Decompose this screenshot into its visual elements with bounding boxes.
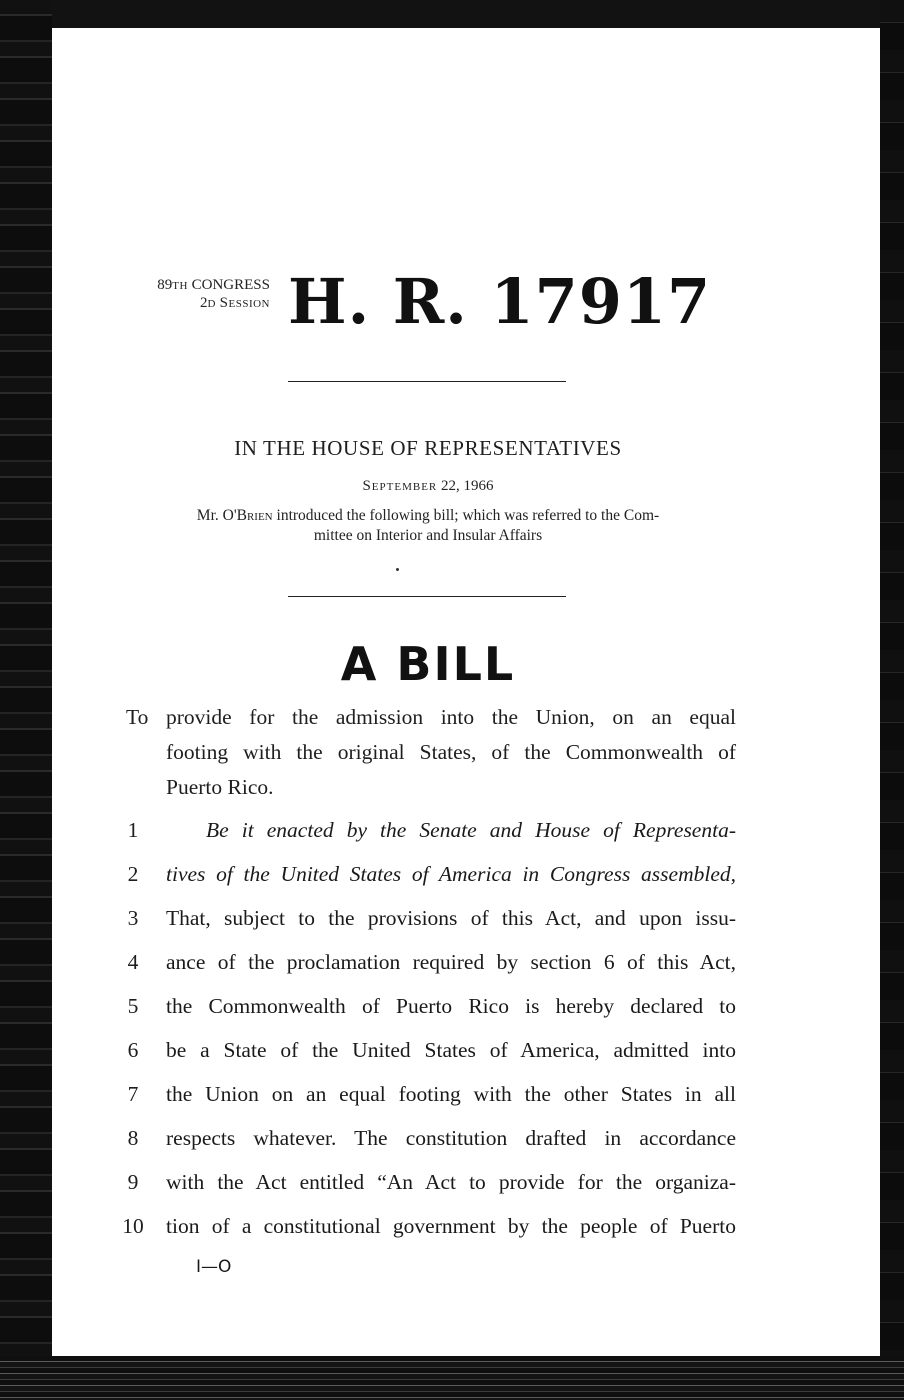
session-number: 2 — [199, 295, 208, 311]
line-number: 8 — [127, 1126, 139, 1150]
bill-line — [118, 1165, 738, 1209]
purpose-text: provide for the admission into the Union, on an equal — [166, 705, 736, 729]
session-word: Session — [219, 295, 270, 311]
line-text: the Union on an equal footing with the other States in all — [166, 1082, 736, 1106]
session-line — [120, 294, 270, 312]
line-number: 5 — [127, 994, 139, 1018]
line-number: 7 — [127, 1082, 139, 1106]
bill-line — [118, 1209, 738, 1253]
line-text: with the Act entitled “An Act to provide for the organiza- — [166, 1170, 736, 1194]
introduction-date — [120, 478, 736, 495]
line-text: That, subject to the provisions of this Act, and upon issu- — [166, 906, 736, 930]
bill-line — [118, 813, 738, 857]
introduction-line-2: mittee on Interior and Insular Affairs — [313, 527, 543, 544]
line-number: 2 — [127, 862, 139, 886]
line-text: respects whatever. The constitution drafted in accordance — [166, 1126, 736, 1150]
bill-title: A BILL — [340, 637, 516, 691]
scan-border-top — [0, 0, 904, 28]
line-number: 9 — [127, 1170, 139, 1194]
scan-border-left — [0, 0, 52, 1400]
congress-line — [120, 276, 270, 294]
session-suffix: d — [207, 295, 216, 311]
bill-text — [118, 813, 738, 1253]
purpose-line — [126, 700, 736, 735]
date-month: September — [362, 478, 438, 494]
bill-line — [118, 989, 738, 1033]
line-number: 1 — [127, 818, 139, 842]
scan-border-bottom — [0, 1356, 904, 1400]
line-text: the Commonwealth of Puerto Rico is hereby declared to — [166, 994, 736, 1018]
bill-number: H. R. 17917 — [288, 265, 712, 338]
purpose-line: Puerto Rico. — [166, 775, 274, 799]
bill-line — [118, 1033, 738, 1077]
divider-rule — [288, 596, 566, 597]
line-number: 10 — [122, 1214, 144, 1238]
sponsor-name: O'Brien — [222, 507, 273, 524]
congress-number: 89 — [157, 277, 173, 293]
separator-dot — [396, 568, 399, 571]
referral-text: introduced the following bill; which was referred to the Com- — [272, 507, 660, 524]
scan-border-right — [880, 0, 904, 1400]
congress-session-block — [120, 276, 270, 312]
bill-line — [118, 857, 738, 901]
bill-line — [118, 945, 738, 989]
introduction-statement — [118, 506, 738, 546]
line-number: 4 — [127, 950, 139, 974]
bill-line — [118, 901, 738, 945]
chamber-heading: IN THE HOUSE OF REPRESENTATIVES — [234, 436, 622, 460]
bill-line — [118, 1077, 738, 1121]
divider-rule — [288, 381, 566, 382]
line-text: Be it enacted by the Senate and House of Representa- — [206, 818, 736, 842]
purpose-line: footing with the original States, of the Commonwealth of — [166, 740, 736, 764]
bill-purpose — [126, 700, 736, 805]
line-number: 6 — [127, 1038, 139, 1062]
purpose-to: To — [126, 705, 149, 729]
congress-suffix: th — [172, 277, 188, 293]
line-text: ance of the proclamation required by section 6 of this Act, — [166, 950, 736, 974]
sponsor-prefix: Mr. — [196, 507, 223, 524]
line-text: be a State of the United States of America, admitted into — [166, 1038, 736, 1062]
footer-code: I—O — [196, 1257, 232, 1277]
line-number: 3 — [127, 906, 139, 930]
line-text: tion of a constitutional government by the people of Puerto — [166, 1214, 736, 1238]
congress-word: CONGRESS — [191, 277, 270, 293]
line-text: tives of the United States of America in Congress assembled, — [166, 862, 736, 886]
date-day-year: 22, 1966 — [441, 478, 494, 494]
introduction-line-1 — [118, 506, 738, 526]
bill-line — [118, 1121, 738, 1165]
